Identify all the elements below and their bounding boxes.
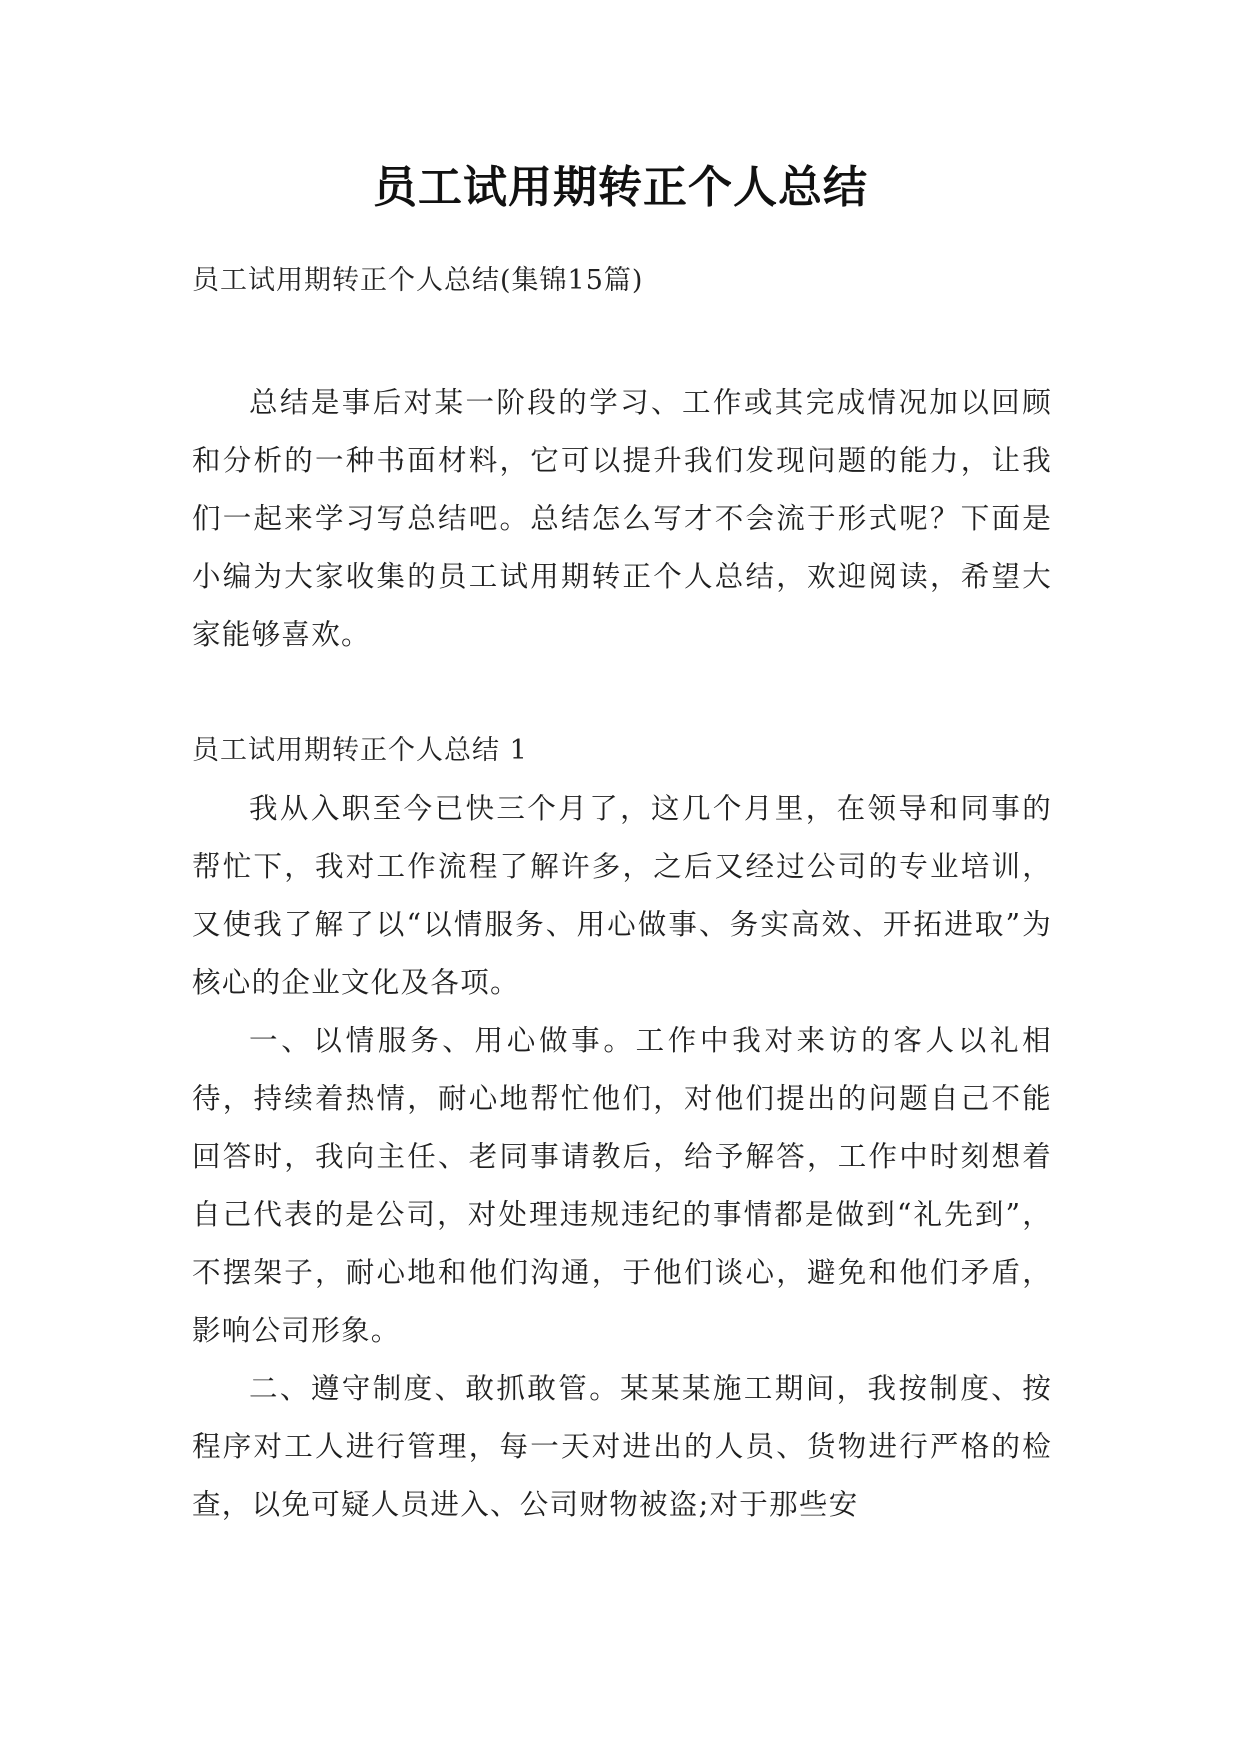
- document-title: 员工试用期转正个人总结: [373, 162, 868, 213]
- body-paragraph: 一、以情服务、用心做事。工作中我对来访的客人以礼相待，持续着热情，耐心地帮忙他们，对他们提出的问题自己不能回答时，我向主任、老同事请教后，给予解答，工作中时刻想着自己代表的是公司，对处理违规违纪的事情都是做到“礼先到”，不摆架子，耐心地和他们沟通，于他们谈心，避免和他们矛盾，影响公司形象。: [192, 1024, 1052, 1347]
- document-body: [192, 262, 1052, 1534]
- section-heading: 员工试用期转正个人总结 1: [192, 735, 528, 766]
- intro-paragraph: 总结是事后对某一阶段的学习、工作或其完成情况加以回顾和分析的一种书面材料，它可以提升我们发现问题的能力，让我们一起来学习写总结吧。总结怎么写才不会流于形式呢？下面是小编为大家收集的员工试用期转正个人总结，欢迎阅读，希望大家能够喜欢。: [192, 386, 1052, 651]
- body-paragraph: 我从入职至今已快三个月了，这几个月里，在领导和同事的帮忙下，我对工作流程了解许多，之后又经过公司的专业培训，又使我了解了以“以情服务、用心做事、务实高效、开拓进取”为核心的企业文化及各项。: [192, 792, 1052, 999]
- document-subtitle: 员工试用期转正个人总结(集锦15篇): [192, 265, 644, 296]
- body-paragraph: 二、遵守制度、敢抓敢管。某某某施工期间，我按制度、按程序对工人进行管理，每一天对进出的人员、货物进行严格的检查，以免可疑人员进入、公司财物被盗;对于那些安: [192, 1372, 1052, 1521]
